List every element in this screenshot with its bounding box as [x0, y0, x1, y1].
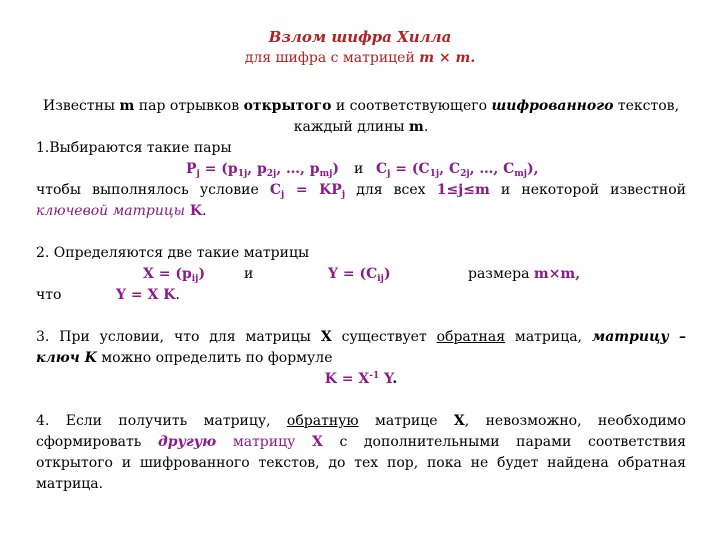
slide-title: Взлом шифра Хилла — [268, 28, 452, 46]
intro-text: . — [423, 119, 429, 135]
intro-cipher: шифрованного — [491, 98, 614, 114]
subtitle-size: m × m — [419, 50, 471, 66]
step-4-line-3: открытого и шифрованного текстов, до тех пор, пока не будет найдена обратная — [36, 455, 686, 471]
equation-y-xk: Y = X K. — [116, 287, 180, 303]
intro-line-1 — [36, 96, 686, 117]
intro-text: Известны — [42, 98, 120, 114]
matrix-y: $Y = (C_{ij})$ — [328, 266, 391, 284]
intro-line-2 — [36, 117, 686, 138]
subtitle-prefix: для шифра с матрицей — [244, 50, 420, 66]
step-1-condition: чтобы выполнялось условие $C_j = KP_j$ для всех 1≤j≤m и некоторой известной — [36, 182, 686, 200]
step-2-heading: 2. Определяются две такие матрицы — [36, 245, 310, 261]
pair-c: $C_j = (C_{1j}$, $C_{2j}$, …, $C_{mj}$), — [376, 161, 539, 179]
step-4-line-2: сформировать другую матрицу X с дополнительными парами соответствия — [36, 434, 686, 450]
step-4-line-1: 4. Если получить матрицу, обратную матрице X, невозможно, необходимо — [36, 413, 686, 429]
intro-m: m — [409, 119, 424, 135]
step-2-equation — [36, 285, 686, 306]
pair-p: $P_j = (p_{1j}$, $p_{2j}$, …, $p_{mj}$) — [186, 161, 340, 179]
intro-m: m — [119, 98, 135, 114]
matrix-size: размера m×m, — [468, 266, 581, 282]
intro-text: и соответствующего — [331, 98, 492, 114]
step-1-key: ключевой матрицы K. — [36, 203, 207, 219]
that-word: что — [36, 287, 62, 303]
step-2-matrices — [36, 264, 686, 285]
intro-text: каждый длины — [293, 119, 409, 135]
slide-subtitle — [0, 50, 720, 66]
step-3-line-2: ключ K можно определить по формуле — [36, 350, 333, 366]
subtitle-suffix: . — [470, 50, 476, 66]
intro-text: пар отрывков — [134, 98, 244, 114]
key-matrix-label: ключевой матрицы — [36, 203, 186, 219]
step-1-pairs — [36, 159, 686, 180]
intro-text: текстов, — [613, 98, 680, 114]
step-3-line-1: 3. При условии, что для матрицы X существует обратная матрица, матрицу – — [36, 329, 687, 345]
intro-open: открытого — [243, 98, 332, 114]
inverse-word: обратная — [436, 329, 506, 345]
formula-k: $K = X^{-1}$ Y. — [324, 371, 398, 387]
matrix-and: и — [244, 266, 254, 282]
slide-body — [36, 96, 686, 495]
pair-and: и — [354, 161, 364, 177]
step-4-line-4: матрица. — [36, 476, 104, 492]
step-1-heading: 1.Выбираются такие пары — [36, 140, 232, 156]
matrix-x: $X = (p_{ij})$ — [143, 266, 206, 284]
